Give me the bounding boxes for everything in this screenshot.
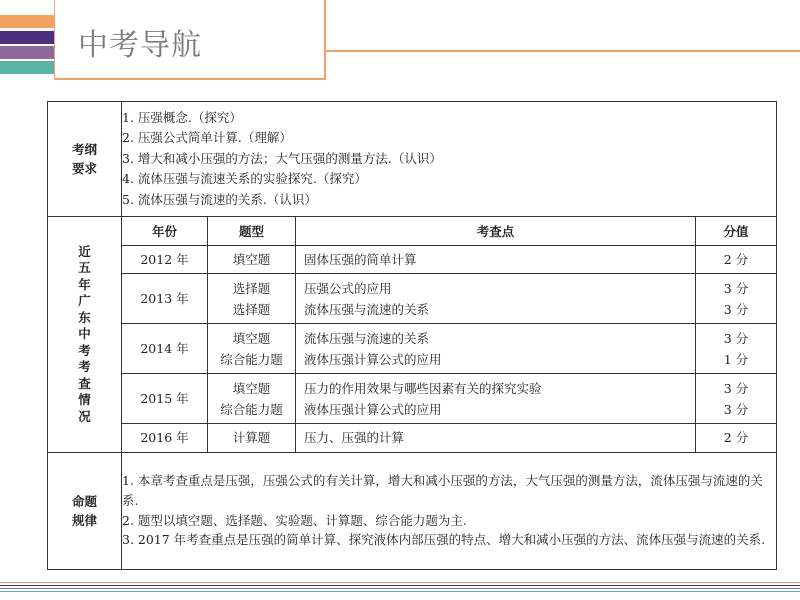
rules-list [122, 452, 777, 569]
year-cell: 2014 年 [122, 324, 208, 374]
point-value: 压力的作用效果与哪些因素有关的探究实验 [304, 380, 542, 396]
col-year-header: 年份 [122, 217, 208, 246]
col-point-header: 考查点 [296, 217, 696, 246]
requirements-list [122, 102, 777, 217]
table-row [122, 324, 776, 374]
type-value: 填空题 [232, 252, 271, 267]
stripe-mauve [0, 46, 54, 59]
type-value: 填空题 [232, 330, 271, 346]
rules-row [48, 452, 777, 569]
type-value: 选择题 [232, 280, 271, 296]
score-value: 3 分 [723, 380, 749, 396]
point-value: 流体压强与流速的关系 [304, 301, 430, 317]
score-cell [696, 274, 777, 324]
type-value: 填空题 [232, 380, 271, 396]
requirement-item: 3. 增大和减小压强的方法；大气压强的测量方法.（认识） [122, 150, 442, 166]
stripe-teal [0, 61, 54, 74]
exam-history-cell [122, 217, 777, 453]
rule-item: 3. 2017 年考查重点是压强的简单计算、探究液体内部压强的特点、增大和减小压强的方法、流体压强与流速的关系. [122, 532, 766, 548]
rules-label-cell [48, 452, 122, 569]
point-cell [296, 246, 696, 274]
rule-item: 2. 题型以填空题、选择题、实验题、计算题、综合能力题为主. [122, 512, 467, 528]
point-cell [296, 424, 696, 452]
score-value: 1 分 [723, 351, 749, 367]
requirements-row [48, 102, 777, 217]
point-cell [296, 374, 696, 424]
requirements-label [48, 140, 121, 178]
exam-history-row [48, 217, 777, 453]
bottom-line-purple [0, 585, 800, 586]
type-cell [208, 274, 296, 324]
rule-item: 1. 本章考查重点是压强，压强公式的有关计算，增大和减小压强的方法，大气压强的测量方法，流体压强与流速的关系. [122, 473, 763, 508]
score-cell [696, 246, 777, 274]
type-value: 计算题 [232, 430, 271, 446]
title-accent-line [326, 50, 800, 52]
score-value: 3 分 [723, 280, 749, 296]
score-cell [696, 374, 777, 424]
col-score-header: 分值 [696, 217, 777, 246]
exam-history-header [122, 217, 776, 246]
score-value: 3 分 [723, 330, 749, 346]
year-cell: 2015 年 [122, 374, 208, 424]
score-cell [696, 424, 777, 452]
type-cell [208, 324, 296, 374]
requirements-label-line: 考纲 [71, 142, 97, 157]
stripe-orange [0, 15, 54, 28]
point-value: 液体压强计算公式的应用 [304, 401, 442, 417]
type-value: 选择题 [232, 301, 271, 317]
page-title: 中考导航 [78, 28, 202, 63]
score-value: 3 分 [723, 401, 749, 417]
requirement-item: 4. 流体压强与流速关系的实验探究.（探究） [122, 171, 367, 187]
score-value: 2 分 [723, 430, 749, 446]
point-value: 液体压强计算公式的应用 [304, 351, 442, 367]
score-value: 2 分 [723, 252, 749, 267]
point-cell [296, 324, 696, 374]
rules-label-line: 命题 [71, 493, 97, 509]
point-cell [296, 274, 696, 324]
requirement-item: 1. 压强概念.（探究） [122, 109, 242, 125]
requirement-item: 2. 压强公式简单计算.（理解） [122, 130, 292, 146]
type-value: 综合能力题 [220, 351, 283, 367]
exam-guide-table [47, 101, 777, 570]
requirements-label-cell [48, 102, 122, 217]
type-cell [208, 246, 296, 274]
rules-label [48, 492, 121, 530]
col-type-header: 题型 [208, 217, 296, 246]
year-cell: 2012 年 [122, 246, 208, 274]
type-cell [208, 424, 296, 452]
year-cell: 2013 年 [122, 274, 208, 324]
bottom-line-mauve [0, 588, 800, 589]
bottom-line-orange [0, 582, 800, 583]
point-value: 压强公式的应用 [304, 280, 392, 296]
requirements-label-line: 要求 [71, 161, 97, 176]
table-row [122, 274, 776, 324]
point-value: 压力、压强的计算 [304, 430, 405, 446]
exam-label: 近五年广东中考考查情况 [78, 243, 91, 424]
bottom-line-teal [0, 591, 800, 592]
stripe-purple [0, 31, 54, 44]
point-value: 固体压强的简单计算 [304, 252, 417, 267]
year-cell: 2016 年 [122, 424, 208, 452]
table-row [122, 374, 776, 424]
exam-history-table [122, 217, 776, 452]
rules-label-line: 规律 [71, 512, 97, 528]
table-row [122, 424, 776, 452]
exam-label-cell [48, 217, 122, 453]
score-value: 3 分 [723, 301, 749, 317]
point-value: 流体压强与流速的关系 [304, 330, 430, 346]
table-row [122, 246, 776, 274]
requirement-item: 5. 流体压强与流速的关系.（认识） [122, 191, 317, 207]
type-value: 综合能力题 [220, 401, 283, 417]
type-cell [208, 374, 296, 424]
score-cell [696, 324, 777, 374]
